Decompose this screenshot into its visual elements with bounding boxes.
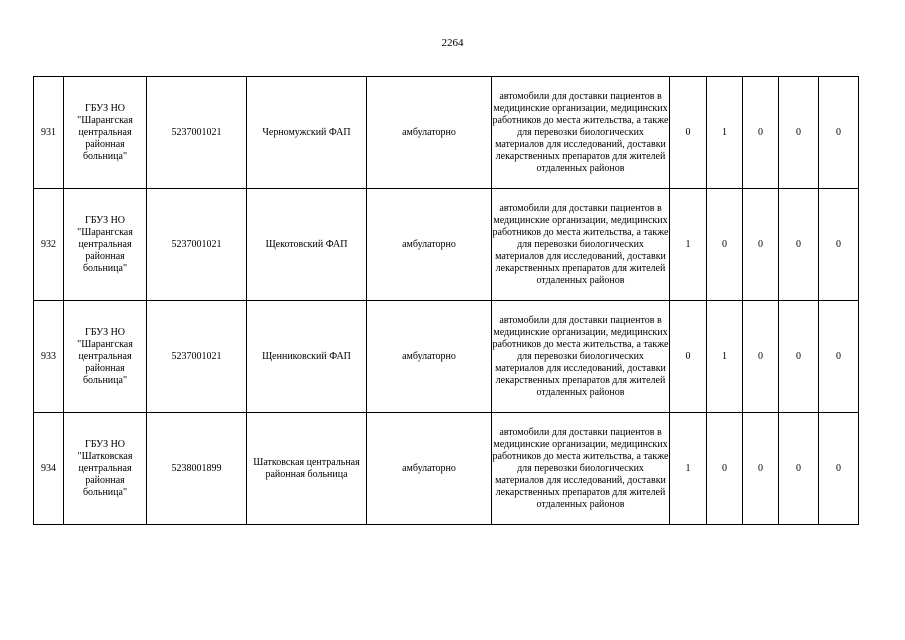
care-type-cell: амбулаторно: [367, 413, 492, 525]
value-cell-2: 1: [707, 301, 743, 413]
value-cell-4: 0: [779, 301, 819, 413]
page-number: 2264: [441, 37, 464, 49]
purpose-cell: автомобили для доставки пациентов в медицинские организации, медицинских работников до места жительства, а также для перевозки биологических материалов для исследований, доставки лекарственных препаратов для жителей отдаленных районов: [492, 301, 670, 413]
organization-cell: ГБУЗ НО "Шарангская центральная районная больница": [64, 301, 147, 413]
purpose-cell: автомобили для доставки пациентов в медицинские организации, медицинских работников до места жительства, а также для перевозки биологических материалов для исследований, доставки лекарственных препаратов для жителей отдаленных районов: [492, 77, 670, 189]
purpose-cell: автомобили для доставки пациентов в медицинские организации, медицинских работников до места жительства, а также для перевозки биологических материалов для исследований, доставки лекарственных препаратов для жителей отдаленных районов: [492, 413, 670, 525]
unit-cell: Щекотовский ФАП: [247, 189, 367, 301]
value-cell-5: 0: [819, 413, 859, 525]
value-cell-3: 0: [743, 77, 779, 189]
table-row: [34, 189, 859, 301]
row-number-cell: 933: [34, 301, 64, 413]
value-cell-2: 0: [707, 413, 743, 525]
value-cell-5: 0: [819, 77, 859, 189]
value-cell-2: 1: [707, 77, 743, 189]
row-number-cell: 934: [34, 413, 64, 525]
care-type-cell: амбулаторно: [367, 301, 492, 413]
value-cell-4: 0: [779, 77, 819, 189]
organization-cell: ГБУЗ НО "Шарангская центральная районная больница": [64, 77, 147, 189]
value-cell-1: 0: [670, 301, 707, 413]
value-cell-1: 1: [670, 413, 707, 525]
vehicle-registry-table: [33, 76, 859, 525]
value-cell-4: 0: [779, 413, 819, 525]
inn-cell: 5238001899: [147, 413, 247, 525]
value-cell-2: 0: [707, 189, 743, 301]
value-cell-1: 0: [670, 77, 707, 189]
organization-cell: ГБУЗ НО "Шатковская центральная районная больница": [64, 413, 147, 525]
value-cell-5: 0: [819, 189, 859, 301]
purpose-cell: автомобили для доставки пациентов в медицинские организации, медицинских работников до места жительства, а также для перевозки биологических материалов для исследований, доставки лекарственных препаратов для жителей отдаленных районов: [492, 189, 670, 301]
table-row: [34, 301, 859, 413]
row-number-cell: 932: [34, 189, 64, 301]
unit-cell: Шатковская центральная районная больница: [247, 413, 367, 525]
value-cell-3: 0: [743, 189, 779, 301]
unit-cell: Щенниковский ФАП: [247, 301, 367, 413]
table-row: [34, 413, 859, 525]
inn-cell: 5237001021: [147, 77, 247, 189]
value-cell-5: 0: [819, 301, 859, 413]
table-row: [34, 77, 859, 189]
organization-cell: ГБУЗ НО "Шарангская центральная районная больница": [64, 189, 147, 301]
value-cell-1: 1: [670, 189, 707, 301]
row-number-cell: 931: [34, 77, 64, 189]
unit-cell: Черномужский ФАП: [247, 77, 367, 189]
care-type-cell: амбулаторно: [367, 189, 492, 301]
value-cell-3: 0: [743, 301, 779, 413]
value-cell-4: 0: [779, 189, 819, 301]
inn-cell: 5237001021: [147, 189, 247, 301]
value-cell-3: 0: [743, 413, 779, 525]
care-type-cell: амбулаторно: [367, 77, 492, 189]
inn-cell: 5237001021: [147, 301, 247, 413]
